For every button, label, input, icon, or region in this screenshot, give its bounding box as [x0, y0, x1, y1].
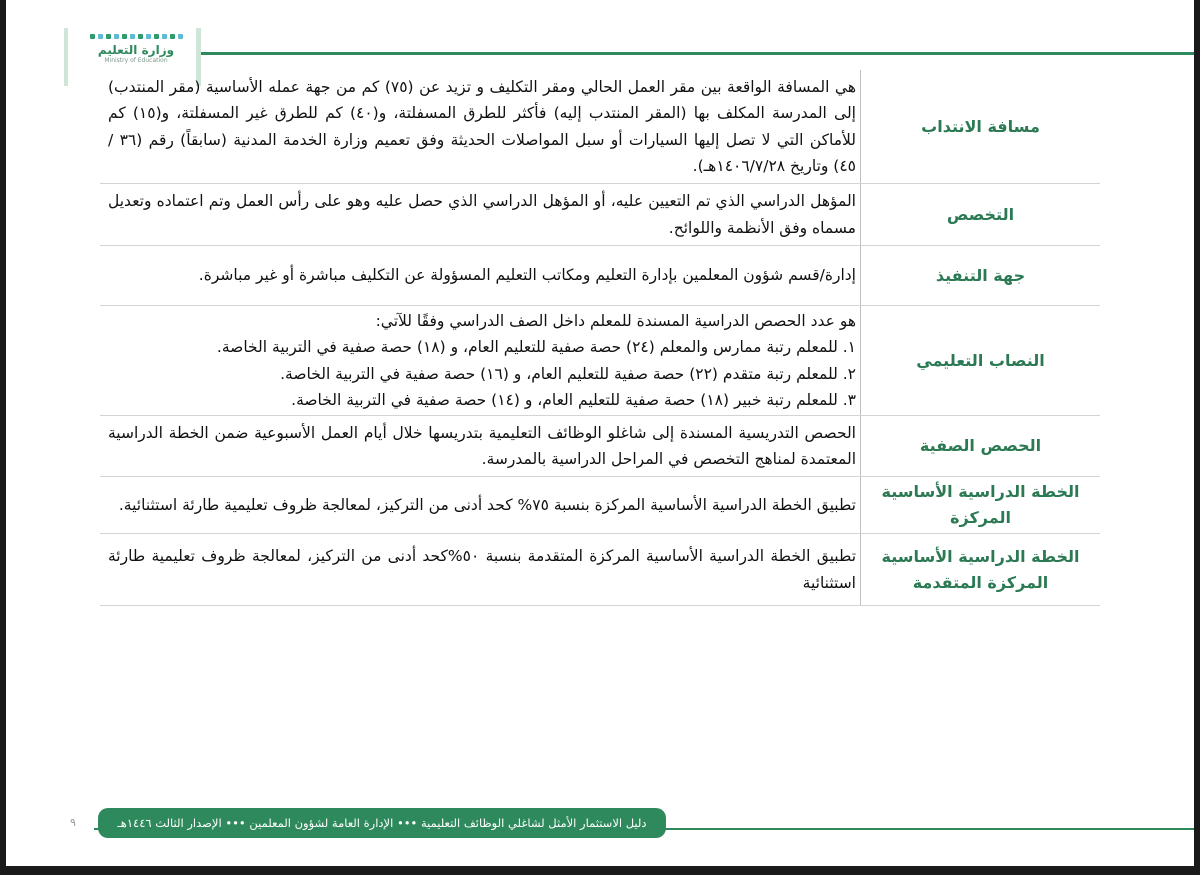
table-row — [100, 416, 1100, 477]
logo-arabic-text: وزارة التعليم — [97, 43, 175, 57]
definition-text: ٢. للمعلم رتبة متقدم (٢٢) حصة صفية للتعليم العام، و (١٦) حصة صفية في التربية الخاصة. — [280, 364, 856, 383]
term-cell: الخطة الدراسية الأساسية المركزة — [860, 477, 1100, 533]
term-cell: الخطة الدراسية الأساسية المركزة المتقدمة — [860, 534, 1100, 605]
table-row — [100, 534, 1100, 606]
term-cell: مسافة الانتداب — [860, 70, 1100, 183]
definition-text: هي المسافة الواقعة بين مقر العمل الحالي ومقر التكليف و تزيد عن (٧٥) كم من جهة عمله الأساسية (مقر المنتدب) إلى المدرسة المكلف بها (المقر المنتدب إليه) فأكثر للطرق المسفلتة، و(٤٠) كم للطرق غير المسفلتة، و(١٥) كم للأماكن التي لا تصل إليها السيارات أو سبل المواصلات الحديثة وفق تعميم وزارة الخدمة المدنية (سابقاً) رقم (٣٦ / ٤٥) وتاريخ ١٤٠٦/٧/٢٨هـ). — [108, 77, 856, 175]
logo-english-text: Ministry of Education — [104, 57, 168, 64]
term-cell: النصاب التعليمي — [860, 306, 1100, 415]
table-row — [100, 246, 1100, 306]
definition-text: تطبيق الخطة الدراسية الأساسية المركزة بنسبة ٧٥% كحد أدنى من التركيز، لمعالجة ظروف تعليمية طارئة استثنائية. — [118, 495, 856, 514]
definition-cell — [100, 416, 860, 476]
term-cell: جهة التنفيذ — [860, 246, 1100, 305]
table-row — [100, 477, 1100, 534]
definition-cell — [100, 534, 860, 605]
term-cell: الحصص الصفية — [860, 416, 1100, 476]
header-rule — [201, 52, 1194, 55]
logo-mark-icon — [82, 34, 190, 39]
definition-cell — [100, 306, 860, 415]
definition-cell — [100, 70, 860, 183]
definition-text: تطبيق الخطة الدراسية الأساسية المركزة المتقدمة بنسبة ٥٠%كحد أدنى من التركيز، لمعالجة ظروف تعليمية طارئة استثنائية — [108, 547, 857, 592]
definition-cell — [100, 477, 860, 533]
table-row — [100, 306, 1100, 416]
table-row — [100, 70, 1100, 184]
definition-cell — [100, 184, 860, 245]
definition-text: المؤهل الدراسي الذي تم التعيين عليه، أو المؤهل الدراسي الذي حصل عليه وهو على رأس العمل وتم اعتماده وتعديل مسماه وفق الأنظمة واللوائح. — [108, 192, 856, 237]
page-number: ٩ — [70, 816, 76, 829]
definition-text: ٣. للمعلم رتبة خبير (١٨) حصة صفية للتعليم العام، و (١٤) حصة صفية في التربية الخاصة. — [291, 391, 856, 409]
definition-text: ١. للمعلم رتبة ممارس والمعلم (٢٤) حصة صفية للتعليم العام، و (١٨) حصة صفية في التربية الخاصة. — [216, 338, 856, 356]
definitions-table — [100, 70, 1100, 606]
footer-banner: دليل الاستثمار الأمثل لشاغلي الوظائف التعليمية ••• الإدارة العامة لشؤون المعلمين ••• الإصدار الثالث ١٤٤٦هـ — [98, 808, 666, 838]
term-cell: التخصص — [860, 184, 1100, 245]
definition-text: هو عدد الحصص الدراسية المسندة للمعلم داخل الصف الدراسي وفقًا للآتي: — [375, 311, 856, 330]
definition-text: إدارة/قسم شؤون المعلمين بإدارة التعليم ومكاتب التعليم المسؤولة عن التكليف مباشرة أو غير مباشرة. — [198, 266, 856, 285]
document-page — [6, 0, 1194, 866]
header-bar-left — [64, 28, 68, 86]
definition-text: الحصص التدريسية المسندة إلى شاغلو الوظائف التعليمية بتدريسها خلال أيام العمل الأسبوعية ضمن الخطة الدراسية المعتمدة لمناهج التخصص في المراحل الدراسية بالمدرسة. — [108, 423, 856, 468]
definition-cell — [100, 246, 860, 305]
table-row — [100, 184, 1100, 246]
